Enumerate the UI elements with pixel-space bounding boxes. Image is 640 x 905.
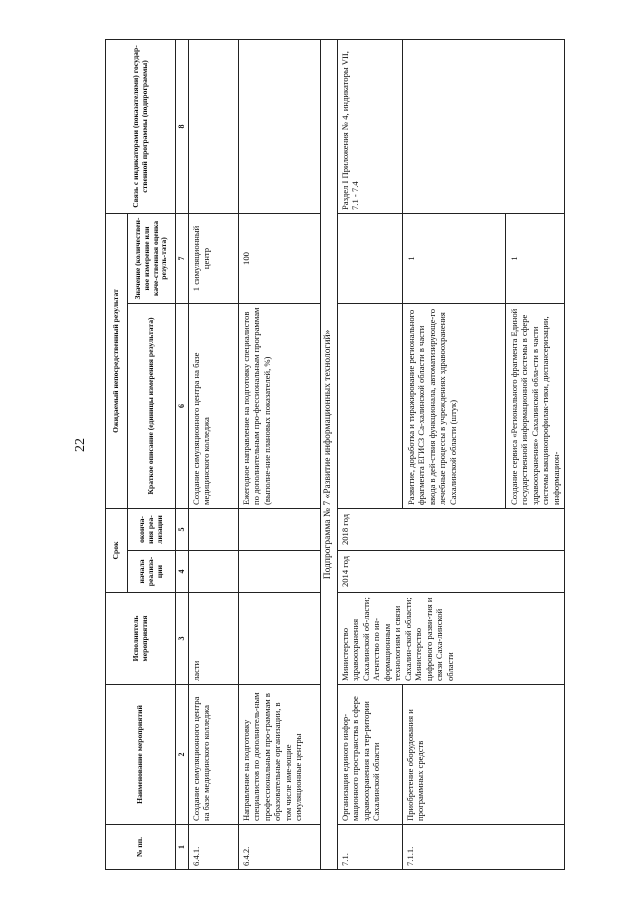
header-link: Связь с индикаторами (показателями) государ-ственной программы (подпрограммы) [106, 39, 176, 213]
row-value-group [403, 213, 565, 303]
table-row [189, 39, 239, 869]
row-name: Направление на подготовку специалистов по дополнитель-ным профессиональным про-граммам в образовательные организации, в том числе име-ющие симуляционные центры [239, 685, 321, 825]
row-value: 1 [403, 214, 506, 303]
header-term: Срок [106, 508, 128, 592]
row-executor [239, 593, 321, 685]
table-area [105, 40, 561, 870]
row-number: 6.4.1. [189, 825, 239, 870]
column-number: 1 [176, 825, 189, 870]
column-number: 8 [176, 39, 189, 213]
row-end: 2018 год [338, 508, 565, 550]
row-description [338, 303, 403, 508]
table-row [403, 39, 565, 869]
row-number: 7.1. [338, 825, 403, 870]
row-value: 100 [239, 213, 321, 303]
header-num: № пп. [106, 825, 176, 870]
rotated-table-wrapper [105, 40, 561, 870]
column-numbers-row [176, 39, 189, 869]
row-description: Ежегодное направление на подготовку специалистов по дополнительным про-фессиональным программам (выполне-ние плановых показателей, %) [239, 303, 321, 508]
table-row [338, 39, 403, 869]
header-result: Ожидаемый непосредственный результат [106, 213, 128, 508]
row-value: 1 [509, 256, 519, 261]
row-start [239, 551, 321, 593]
row-description: Создание сервиса «Регионального фрагмента Единой государственной информационной системы в сфере здравоохранения» Сахалинской обла-сти в части системы вакцинопрофилак-тики, диспансеризации, информацион- [509, 308, 561, 505]
row-number: 6.4.2. [239, 825, 321, 870]
page-number [72, 425, 90, 465]
column-number: 2 [176, 685, 189, 825]
row-description-group [403, 303, 565, 508]
column-number: 7 [176, 213, 189, 303]
activities-table [105, 39, 565, 870]
table-row [239, 39, 321, 869]
row-end [189, 508, 239, 550]
row-start [189, 551, 239, 593]
row-link [239, 39, 321, 213]
page-number-text: 22 [73, 438, 88, 452]
row-description: Создание симуляционного центра на базе медицинского колледжа [189, 303, 239, 508]
row-value [338, 213, 403, 303]
header-row-1 [106, 39, 128, 869]
header-start: начала реализа-ции [128, 551, 176, 593]
row-link [403, 39, 565, 213]
header-name: Наименование мероприятий [106, 685, 176, 825]
row-start: 2014 год [338, 551, 565, 593]
column-number: 6 [176, 303, 189, 508]
header-description: Краткое описание (единицы измерения результата) [128, 303, 176, 508]
header-end: оконча-ния реа-лизации [128, 508, 176, 550]
row-link [189, 39, 239, 213]
row-name: Создание симуляционного центра на базе медицинского колледжа [189, 685, 239, 825]
row-description: Развитие, доработка и тиражирование регионального фрагмента ЕГИСЗ Са-халинской области в части ввода в дей-ствия функционала, автоматизирующе-го лечебные процессы в учреждениях здравоохранения Сахалинской области (штук) [403, 304, 506, 508]
subprogram-row [321, 39, 338, 869]
row-executor: ласти [189, 593, 239, 685]
row-name: Организация единого инфор-мационного пространства в сфере здравоохранения на тер-ритории Сахалинской области [338, 685, 403, 825]
row-executor: Министерство здравоохранения Сахалинской об-ласти; Агентство по ин-формационным технологиям и связи Сахалин-ской области; Министерство цифрового разви-тия и связи Саха-линской области [338, 593, 565, 685]
subprogram-title: Подпрограмма № 7 «Развитие информационных технологий» [321, 39, 338, 869]
column-number: 5 [176, 508, 189, 550]
row-link: Раздел I Приложения № 4, индикаторы VII, 7.1 - 7.4 [338, 39, 403, 213]
row-name: Приобретение оборудования и программных средств [403, 685, 565, 825]
column-number: 4 [176, 551, 189, 593]
header-value: Значение (количествен-ное измерение или каче-ственная оценка резуль-тата) [128, 213, 176, 303]
header-executor: Исполнитель мероприятия [106, 593, 176, 685]
row-value: 1 симуляционный центр [189, 213, 239, 303]
row-number: 7.1.1. [403, 825, 565, 870]
column-number: 3 [176, 593, 189, 685]
row-end [239, 508, 321, 550]
